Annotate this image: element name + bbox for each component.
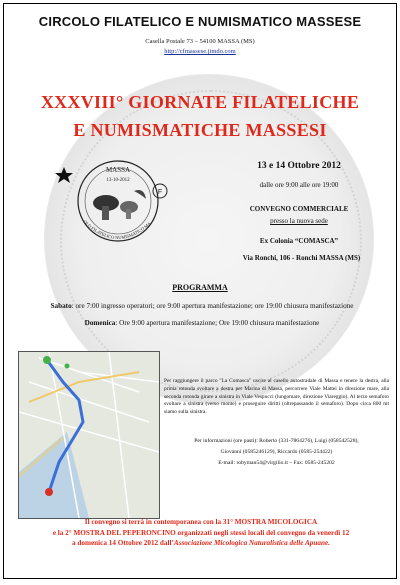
contact-line3: E-mail: robyman54@virgilio.it – Fax: 0585-245202 [218, 460, 335, 466]
start-marker-icon [43, 356, 51, 364]
programme-title: PROGRAMMA [172, 283, 228, 292]
mushroom-icon [93, 195, 138, 220]
contact-line1: Per informazioni (ore pasti): Roberto (331-7864276), Luigi (058542528), [194, 438, 359, 444]
footer-note [10, 517, 392, 549]
postmark-top-text: MASSA [105, 166, 131, 174]
flyer-page [3, 3, 397, 579]
club-address: Casella Postale 73 – 54100 MASSA (MS) [145, 38, 255, 45]
programme-sunday [12, 318, 392, 328]
event-hours: dalle ore 9:00 alle ore 19:00 [259, 181, 339, 189]
programme-saturday [12, 301, 392, 311]
convention-label: CONVEGNO COMMERCIALE [249, 205, 349, 213]
footer-line1: Il convegno si terrà in contemporanea con la 31° MOSTRA MICOLOGICA [84, 518, 318, 526]
venue-note: presso la nuova sede [270, 217, 328, 225]
footer-line3-text: a domenica 14 Ottobre 2012 dall’ [72, 539, 174, 547]
event-title-line2: E NUMISMATICHE MASSESI [73, 120, 327, 140]
directions-text: Per raggiungere il parco "La Comasca" uscire al casello autostradale di Massa e tenere la destra, alla prima rotonda svoltare a destra per Marina di Massa, percorrere Viale Mattei in direzione mare, alla seconda rotonda girare a sinistra in Viale Vespucci (lungomare, direzione Viareggio). Al terzo semaforo svoltare a sinistra (verso monte) e proseguire diritti (oltrepassando il semaforo). Dopo circa 800 mt siamo sulla sinistra. [164, 378, 389, 416]
club-title: CIRCOLO FILATELICO E NUMISMATICO MASSESE [38, 14, 362, 29]
directions-map [18, 351, 160, 519]
footer-association: Associazione Micologica Naturalistica delle Apuane. [173, 539, 330, 547]
map-graphic [19, 352, 159, 518]
postmark-date-text: 13-10-2012 [106, 178, 130, 183]
svg-text:F: F [157, 189, 163, 196]
club-website-link[interactable]: http://cfmassese.jimdo.com [164, 48, 236, 55]
event-title-line1: XXXVIII° GIORNATE FILATELICHE [40, 92, 360, 112]
intermediate-marker-icon [65, 364, 70, 369]
commemorative-postmark [46, 151, 184, 263]
contact-line2: Giovanni (0585246129), Riccardo (0585-254422) [220, 449, 333, 455]
saturday-text: : ore 7:00 ingresso operatori; ore 9:00 apertura manifestazione; ore 19:00 chiusura manifestazione [71, 302, 354, 310]
footer-line2: e la 2° MOSTRA DEL PEPERONCINO organizzati negli stessi locali del convegno da venerdì 12 [52, 528, 350, 537]
contact-info [164, 436, 389, 469]
end-marker-icon [45, 488, 53, 496]
postmark-star-icon [55, 167, 73, 183]
sunday-text: : Ore 9:00 apertura manifestazione; Ore 19:00 chiusura manifestazione [115, 319, 320, 327]
venue-address: Via Ronchi, 106 - Ronchi MASSA (MS) [242, 254, 361, 262]
sunday-label: Domenica [84, 319, 116, 327]
saturday-label: Sabato [50, 302, 72, 310]
pepper-icon [134, 190, 146, 199]
venue-name: Ex Colonia “COMASCA” [259, 237, 339, 245]
postmark-caption: OLO FILATELICO NUMISMATICO MA [82, 219, 152, 241]
event-dates: 13 e 14 Ottobre 2012 [257, 161, 341, 171]
footer-line3 [10, 538, 392, 549]
